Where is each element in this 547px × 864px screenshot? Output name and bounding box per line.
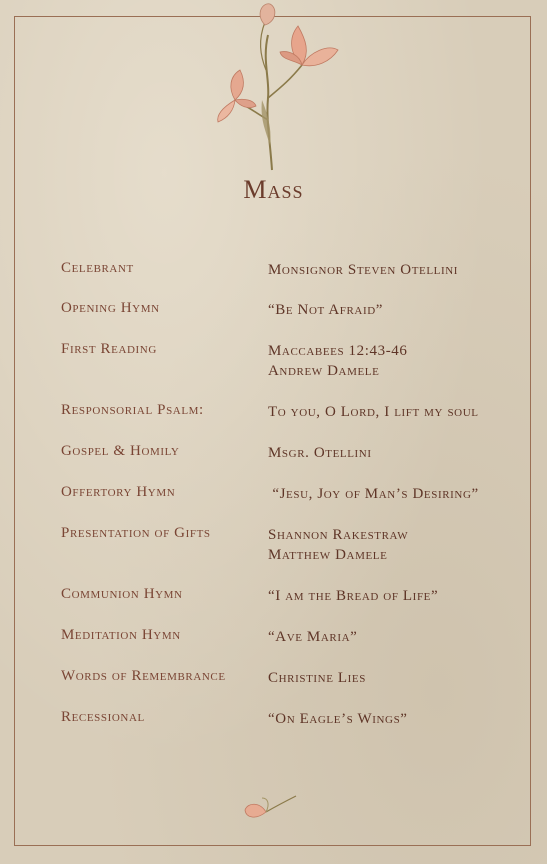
role-label: Gospel & Homily xyxy=(61,443,180,459)
role-value: “Jesu, Joy of Man’s Desiring” xyxy=(268,486,479,502)
tulip-flower-illustration xyxy=(210,0,350,175)
role-value: “On Eagle’s Wings” xyxy=(268,711,408,727)
role-value: “Be Not Afraid” xyxy=(268,302,384,318)
page-title: Mass xyxy=(243,175,304,204)
role-label: Meditation Hymn xyxy=(61,627,181,643)
role-value: Christine Lies xyxy=(268,670,366,686)
role-label: Celebrant xyxy=(61,260,134,276)
role-value: Maccabees 12:43-46 Andrew Damele xyxy=(268,343,408,379)
role-label: Recessional xyxy=(61,709,145,725)
role-value: Msgr. Otellini xyxy=(268,445,372,461)
role-value: “Ave Maria” xyxy=(268,629,358,645)
role-label: Responsorial Psalm: xyxy=(61,402,204,418)
role-value: “I am the Bread of Life” xyxy=(268,588,439,604)
role-label: Communion Hymn xyxy=(61,586,183,602)
role-label: Words of Remembrance xyxy=(61,668,226,684)
flower-bud-icon xyxy=(240,790,298,824)
role-label: Offertory Hymn xyxy=(61,484,176,500)
role-value: Monsignor Steven Otellini xyxy=(268,262,459,278)
role-label: Presentation of Gifts xyxy=(61,525,211,541)
role-value: To you, O Lord, I lift my soul xyxy=(268,404,479,420)
role-label: Opening Hymn xyxy=(61,300,160,316)
role-value: Shannon Rakestraw Matthew Damele xyxy=(268,527,409,563)
role-label: First Reading xyxy=(61,341,157,357)
